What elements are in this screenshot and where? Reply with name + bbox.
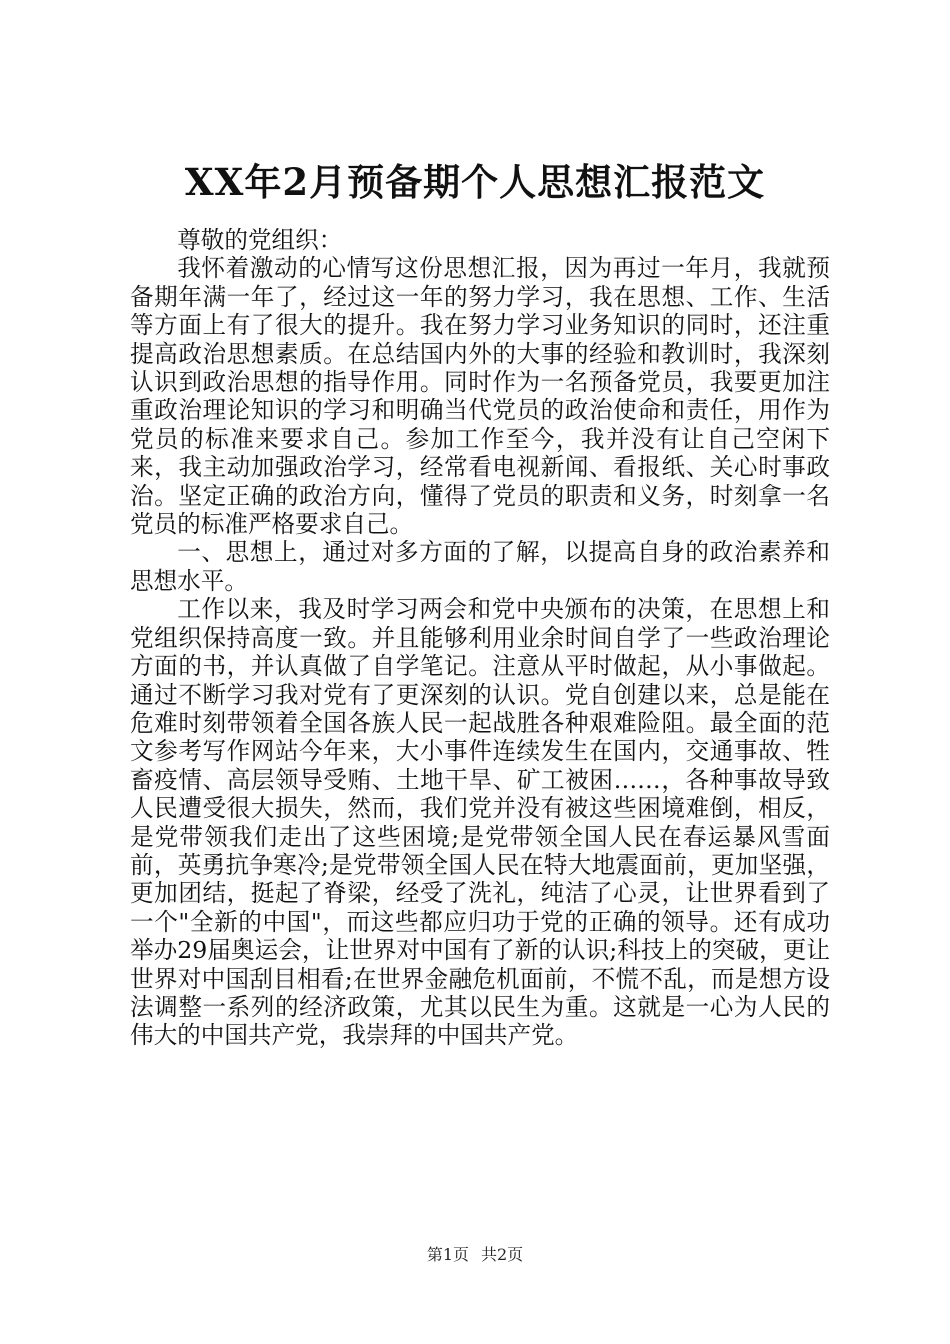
page-footer xyxy=(0,1245,950,1265)
salutation: 尊敬的党组织： xyxy=(177,226,343,254)
paragraph-intro: 我怀着激动的心情写这份思想汇报，因为再过一年月，我就预备期年满一年了，经过这一年的努力学习，我在思想、工作、生活等方面上有了很大的提升。我在努力学习业务知识的同时，还注重提高政治思想素质。在总结国内外的大事的经验和教训时，我深刻认识到政治思想的指导作用。同时作为一名预备党员，我要更加注重政治理论知识的学习和明确当代党员的政治使命和责任，用作为党员的标准来要求自己。参加工作至今，我并没有让自己空闲下来，我主动加强政治学习，经常看电视新闻、看报纸、关心时事政治。坚定正确的政治方向，懂得了党员的职责和义务，时刻拿一名党员的标准严格要求自己。 xyxy=(130,254,830,539)
section-heading-1: 一、思想上，通过对多方面的了解，以提高自身的政治素养和思想水平。 xyxy=(130,538,830,595)
page-number: 第1页 xyxy=(426,1245,469,1264)
document-title: XX年2月预备期个人思想汇报范文 xyxy=(184,160,766,204)
document-body xyxy=(130,226,830,1050)
paragraph-work: 工作以来，我及时学习两会和党中央颁布的决策，在思想上和党组织保持高度一致。并且能够利用业余时间自学了一些政治理论方面的书，并认真做了自学笔记。注意从平时做起，从小事做起。通过不断学习我对党有了更深刻的认识。党自创建以来，总是能在危难时刻带领着全国各族人民一起战胜各种艰难险阻。最全面的范文参考写作网站今年来，大小事件连续发生在国内，交通事故、牲畜疫情、高层领导受贿、土地干旱、矿工被困……，各种事故导致人民遭受很大损失，然而，我们党并没有被这些困境难倒，相反，是党带领我们走出了这些困境;是党带领全国人民在春运暴风雪面前，英勇抗争寒冷;是党带领全国人民在特大地震面前，更加坚强，更加团结，挺起了脊梁，经受了洗礼，纯洁了心灵，让世界看到了一个"全新的中国"，而这些都应归功于党的正确的领导。还有成功举办29届奥运会，让世界对中国有了新的认识;科技上的突破，更让世界对中国刮目相看;在世界金融危机面前，不慌不乱，而是想方设法调整一系列的经济政策，尤其以民生为重。这就是一心为人民的伟大的中国共产党，我崇拜的中国共产党。 xyxy=(130,595,830,1050)
page-total: 共2页 xyxy=(481,1245,524,1264)
